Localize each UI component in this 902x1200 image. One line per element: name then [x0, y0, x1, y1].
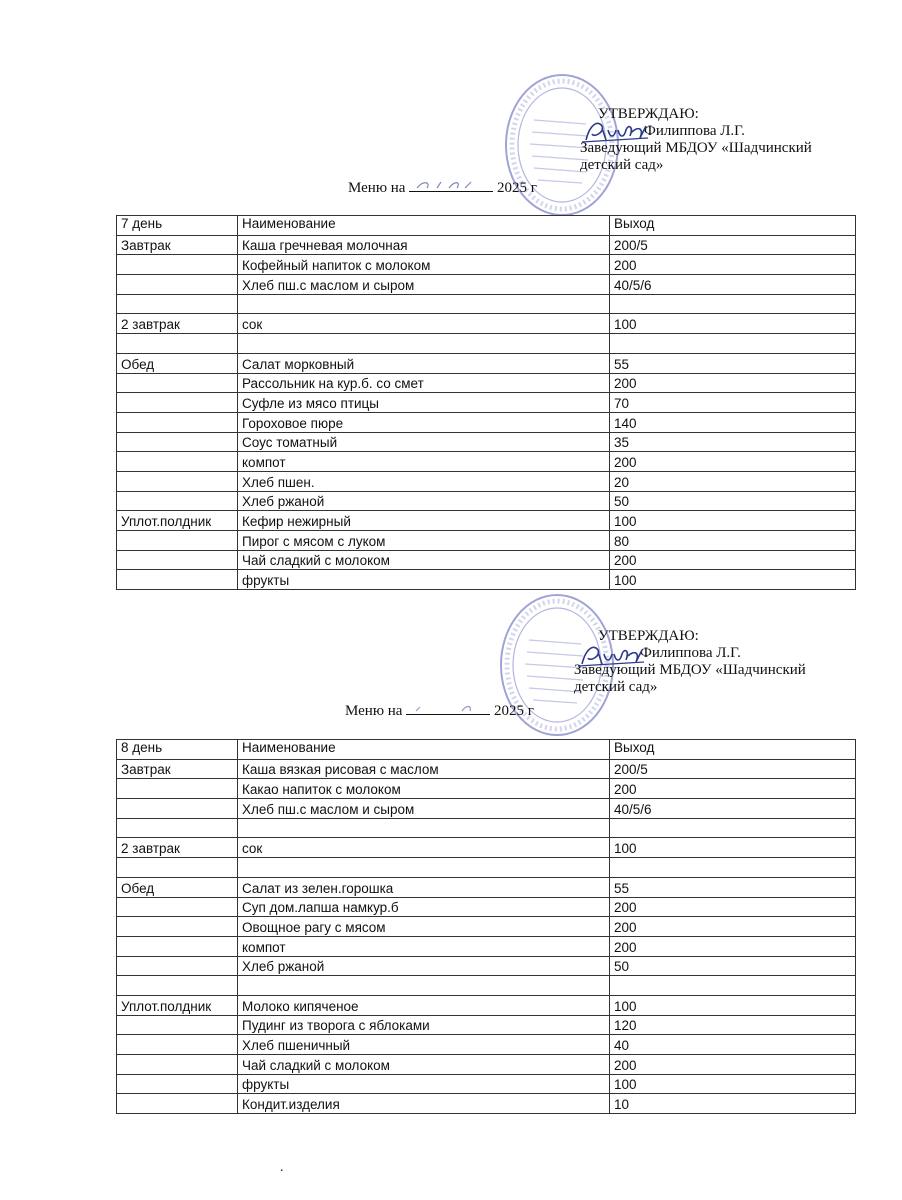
meal-cell: Уплот.полдник: [117, 511, 238, 531]
table-row: [117, 1035, 856, 1055]
meal-cell: Завтрак: [117, 235, 238, 255]
header-day: 7 день: [117, 216, 238, 236]
menu-title-2: [345, 701, 534, 720]
output-cell: 100: [610, 570, 856, 590]
dish-name-cell: сок: [238, 314, 610, 334]
output-cell: [610, 976, 856, 996]
output-cell: 200: [610, 779, 856, 799]
handwritten-date: [406, 701, 490, 715]
output-cell: 200: [610, 550, 856, 570]
meal-cell: [117, 1015, 238, 1035]
meal-cell: [117, 491, 238, 511]
table-row: [117, 1015, 856, 1035]
output-cell: 120: [610, 1015, 856, 1035]
header-day: 8 день: [117, 740, 238, 760]
table-row: [117, 255, 856, 275]
meal-cell: [117, 550, 238, 570]
menu-title-suffix: 2025 г: [496, 180, 537, 196]
meal-cell: [117, 452, 238, 472]
handwritten-signature-2: [576, 640, 648, 670]
output-cell: 200: [610, 936, 856, 956]
dish-name-cell: Хлеб пш.с маслом и сыром: [238, 799, 610, 819]
dish-name-cell: компот: [238, 452, 610, 472]
dish-name-cell: Хлеб пшен.: [238, 471, 610, 491]
header-name: Наименование: [238, 216, 610, 236]
meal-cell: [117, 294, 238, 314]
output-cell: 35: [610, 432, 856, 452]
approve-label: УТВЕРЖДАЮ:: [598, 106, 699, 122]
dish-name-cell: Какао напиток с молоком: [238, 779, 610, 799]
meal-cell: 2 завтрак: [117, 838, 238, 858]
table-row: [117, 235, 856, 255]
meal-cell: [117, 799, 238, 819]
header-name: Наименование: [238, 740, 610, 760]
table-row: [117, 1094, 856, 1114]
meal-cell: [117, 917, 238, 937]
meal-cell: [117, 936, 238, 956]
dish-name-cell: Каша вязкая рисовая с маслом: [238, 759, 610, 779]
output-cell: 200/5: [610, 235, 856, 255]
dish-name-cell: Чай сладкий с молоком: [238, 1055, 610, 1075]
dish-name-cell: Салат из зелен.горошка: [238, 877, 610, 897]
meal-cell: [117, 373, 238, 393]
meal-cell: [117, 818, 238, 838]
output-cell: 40/5/6: [610, 799, 856, 819]
menu-table-day-7: [116, 215, 856, 590]
output-cell: 50: [610, 956, 856, 976]
table-row: [117, 995, 856, 1015]
table-row: [117, 838, 856, 858]
output-cell: 100: [610, 995, 856, 1015]
output-cell: 20: [610, 471, 856, 491]
position-line-2: детский сад»: [580, 157, 664, 173]
output-cell: 40: [610, 1035, 856, 1055]
meal-cell: [117, 412, 238, 432]
meal-cell: Обед: [117, 353, 238, 373]
position-line-1: Заведующий МБДОУ «Шадчинский: [574, 662, 806, 678]
output-cell: 80: [610, 531, 856, 551]
table-row: [117, 491, 856, 511]
dish-name-cell: Молоко кипяченое: [238, 995, 610, 1015]
output-cell: 200: [610, 917, 856, 937]
meal-cell: [117, 976, 238, 996]
output-cell: [610, 294, 856, 314]
meal-cell: [117, 393, 238, 413]
meal-cell: [117, 1094, 238, 1114]
table-row: [117, 432, 856, 452]
handwritten-signature-1: [580, 116, 652, 146]
table-row: [117, 314, 856, 334]
meal-cell: [117, 1074, 238, 1094]
dish-name-cell: Суфле из мясо птицы: [238, 393, 610, 413]
table-row: [117, 1055, 856, 1075]
position-line-2: детский сад»: [574, 679, 658, 695]
date-blank: [409, 178, 493, 192]
dish-name-cell: Кондит.изделия: [238, 1094, 610, 1114]
table-row: [117, 570, 856, 590]
table-row: [117, 897, 856, 917]
meal-cell: Завтрак: [117, 759, 238, 779]
output-cell: 200: [610, 1055, 856, 1075]
output-cell: 100: [610, 838, 856, 858]
meal-cell: [117, 255, 238, 275]
director-name: Филиппова Л.Г.: [640, 645, 741, 661]
dish-name-cell: Кефир нежирный: [238, 511, 610, 531]
table-row: [117, 471, 856, 491]
table-row: [117, 818, 856, 838]
table-row: [117, 550, 856, 570]
output-cell: 200/5: [610, 759, 856, 779]
table-header-row: [117, 216, 856, 236]
dish-name-cell: сок: [238, 838, 610, 858]
date-blank: [406, 701, 490, 715]
dish-name-cell: [238, 334, 610, 354]
dish-name-cell: Рассольник на кур.б. со смет: [238, 373, 610, 393]
director-name: Филиппова Л.Г.: [644, 123, 745, 139]
header-output: Выход: [610, 216, 856, 236]
approve-label: УТВЕРЖДАЮ:: [598, 628, 699, 644]
dish-name-cell: компот: [238, 936, 610, 956]
table-row: [117, 353, 856, 373]
output-cell: 50: [610, 491, 856, 511]
table-row: [117, 759, 856, 779]
dish-name-cell: Хлеб ржаной: [238, 491, 610, 511]
output-cell: 200: [610, 897, 856, 917]
dish-name-cell: Овощное рагу с мясом: [238, 917, 610, 937]
dish-name-cell: Хлеб пшеничный: [238, 1035, 610, 1055]
output-cell: 55: [610, 353, 856, 373]
table-row: [117, 858, 856, 878]
meal-cell: [117, 779, 238, 799]
header-output: Выход: [610, 740, 856, 760]
table-row: [117, 275, 856, 295]
table-header-row: [117, 740, 856, 760]
meal-cell: [117, 1035, 238, 1055]
output-cell: 100: [610, 511, 856, 531]
output-cell: 100: [610, 314, 856, 334]
output-cell: 200: [610, 373, 856, 393]
meal-cell: [117, 531, 238, 551]
dish-name-cell: [238, 976, 610, 996]
table-row: [117, 877, 856, 897]
output-cell: 100: [610, 1074, 856, 1094]
position-line-1: Заведующий МБДОУ «Шадчинский: [580, 140, 812, 156]
dish-name-cell: Чай сладкий с молоком: [238, 550, 610, 570]
table-row: [117, 976, 856, 996]
dish-name-cell: Салат морковный: [238, 353, 610, 373]
meal-cell: Уплот.полдник: [117, 995, 238, 1015]
meal-cell: Обед: [117, 877, 238, 897]
table-row: [117, 373, 856, 393]
output-cell: 140: [610, 412, 856, 432]
dish-name-cell: Каша гречневая молочная: [238, 235, 610, 255]
meal-cell: [117, 956, 238, 976]
table-row: [117, 452, 856, 472]
table-row: [117, 917, 856, 937]
output-cell: 10: [610, 1094, 856, 1114]
output-cell: 55: [610, 877, 856, 897]
output-cell: 70: [610, 393, 856, 413]
handwritten-date: [409, 178, 493, 192]
menu-title-1: [348, 178, 537, 197]
table-row: [117, 779, 856, 799]
table-row: [117, 936, 856, 956]
table-row: [117, 956, 856, 976]
menu-title-prefix: Меню на: [345, 703, 403, 719]
output-cell: 40/5/6: [610, 275, 856, 295]
meal-cell: [117, 570, 238, 590]
dish-name-cell: [238, 294, 610, 314]
meal-cell: [117, 334, 238, 354]
meal-cell: 2 завтрак: [117, 314, 238, 334]
footer-mark: .: [280, 1160, 284, 1175]
table-row: [117, 799, 856, 819]
table-row: [117, 334, 856, 354]
menu-table-day-8: [116, 739, 856, 1114]
table-row: [117, 1074, 856, 1094]
output-cell: 200: [610, 255, 856, 275]
meal-cell: [117, 471, 238, 491]
table-row: [117, 531, 856, 551]
dish-name-cell: [238, 858, 610, 878]
meal-cell: [117, 1055, 238, 1075]
dish-name-cell: Хлеб пш.с маслом и сыром: [238, 275, 610, 295]
output-cell: [610, 858, 856, 878]
dish-name-cell: Хлеб ржаной: [238, 956, 610, 976]
output-cell: 200: [610, 452, 856, 472]
menu-title-suffix: 2025 г: [493, 703, 534, 719]
dish-name-cell: [238, 818, 610, 838]
dish-name-cell: Суп дом.лапша намкур.б: [238, 897, 610, 917]
output-cell: [610, 334, 856, 354]
meal-cell: [117, 897, 238, 917]
dish-name-cell: Пудинг из творога с яблоками: [238, 1015, 610, 1035]
dish-name-cell: Соус томатный: [238, 432, 610, 452]
meal-cell: [117, 275, 238, 295]
dish-name-cell: Пирог с мясом с луком: [238, 531, 610, 551]
table-row: [117, 393, 856, 413]
table-row: [117, 412, 856, 432]
meal-cell: [117, 858, 238, 878]
dish-name-cell: Кофейный напиток с молоком: [238, 255, 610, 275]
output-cell: [610, 818, 856, 838]
dish-name-cell: фрукты: [238, 570, 610, 590]
table-row: [117, 294, 856, 314]
table-row: [117, 511, 856, 531]
dish-name-cell: Гороховое пюре: [238, 412, 610, 432]
dish-name-cell: фрукты: [238, 1074, 610, 1094]
meal-cell: [117, 432, 238, 452]
menu-title-prefix: Меню на: [348, 180, 406, 196]
